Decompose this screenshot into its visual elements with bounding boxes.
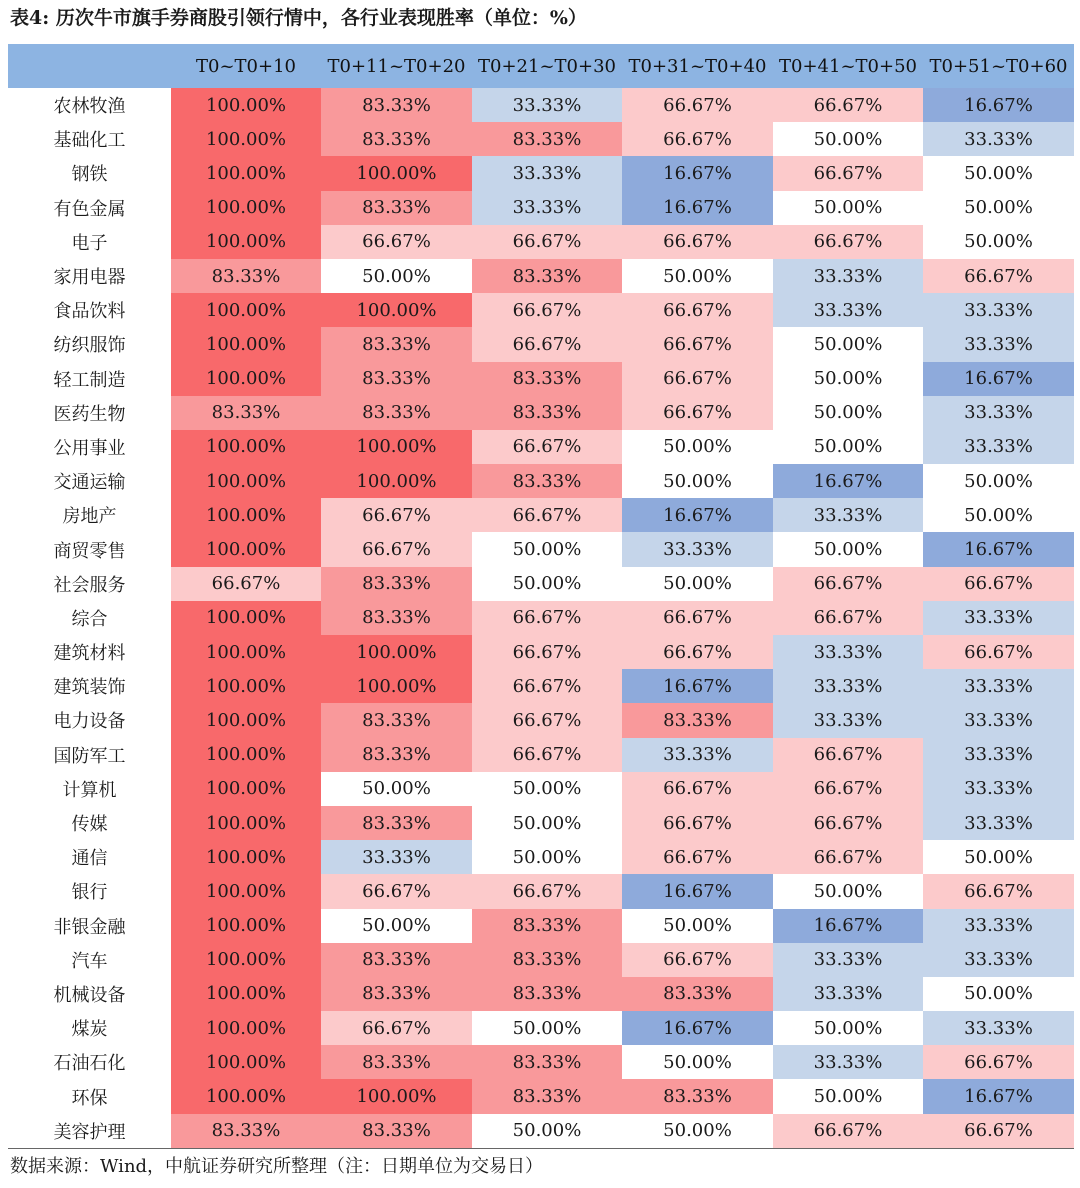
industry-label: 商贸零售 <box>8 532 171 566</box>
win-rate-cell: 66.67% <box>321 532 472 566</box>
win-rate-cell: 83.33% <box>622 703 773 737</box>
win-rate-cell: 100.00% <box>321 635 472 669</box>
win-rate-cell: 50.00% <box>773 1011 923 1045</box>
win-rate-cell: 33.33% <box>773 259 923 293</box>
win-rate-cell: 66.67% <box>773 88 923 122</box>
win-rate-cell: 66.67% <box>773 567 923 601</box>
table-row <box>8 532 1074 566</box>
win-rate-cell: 83.33% <box>321 88 472 122</box>
win-rate-cell: 66.67% <box>773 1114 923 1149</box>
win-rate-cell: 66.67% <box>321 225 472 259</box>
win-rate-cell: 33.33% <box>472 191 622 225</box>
industry-label: 家用电器 <box>8 259 171 293</box>
win-rate-cell: 50.00% <box>923 498 1074 532</box>
table-row <box>8 874 1074 908</box>
win-rate-cell: 100.00% <box>171 840 321 874</box>
win-rate-cell: 16.67% <box>622 1011 773 1045</box>
win-rate-cell: 50.00% <box>472 806 622 840</box>
table-row <box>8 635 1074 669</box>
industry-label: 建筑材料 <box>8 635 171 669</box>
industry-label: 计算机 <box>8 772 171 806</box>
table-row <box>8 225 1074 259</box>
win-rate-cell: 100.00% <box>171 498 321 532</box>
industry-label: 石油石化 <box>8 1045 171 1079</box>
win-rate-cell: 66.67% <box>321 874 472 908</box>
industry-label: 综合 <box>8 601 171 635</box>
win-rate-cell: 100.00% <box>321 293 472 327</box>
win-rate-cell: 50.00% <box>773 532 923 566</box>
win-rate-cell: 83.33% <box>321 191 472 225</box>
win-rate-cell: 33.33% <box>773 293 923 327</box>
win-rate-cell: 83.33% <box>321 362 472 396</box>
industry-label: 煤炭 <box>8 1011 171 1045</box>
win-rate-cell: 100.00% <box>171 977 321 1011</box>
win-rate-cell: 50.00% <box>622 430 773 464</box>
win-rate-cell: 66.67% <box>773 806 923 840</box>
table-row <box>8 259 1074 293</box>
win-rate-cell: 33.33% <box>923 122 1074 156</box>
win-rate-cell: 50.00% <box>923 225 1074 259</box>
win-rate-cell: 16.67% <box>622 498 773 532</box>
win-rate-cell: 66.67% <box>622 88 773 122</box>
win-rate-cell: 66.67% <box>622 806 773 840</box>
win-rate-cell: 50.00% <box>923 840 1074 874</box>
table-row <box>8 567 1074 601</box>
table-row <box>8 362 1074 396</box>
table-row <box>8 191 1074 225</box>
win-rate-cell: 100.00% <box>171 191 321 225</box>
win-rate-cell: 66.67% <box>472 669 622 703</box>
win-rate-cell: 83.33% <box>321 567 472 601</box>
win-rate-cell: 83.33% <box>622 977 773 1011</box>
win-rate-cell: 50.00% <box>622 909 773 943</box>
industry-label: 交通运输 <box>8 464 171 498</box>
win-rate-cell: 33.33% <box>622 532 773 566</box>
win-rate-cell: 83.33% <box>321 1045 472 1079</box>
industry-label: 基础化工 <box>8 122 171 156</box>
win-rate-cell: 100.00% <box>171 88 321 122</box>
win-rate-cell: 33.33% <box>773 635 923 669</box>
win-rate-cell: 50.00% <box>773 430 923 464</box>
win-rate-cell: 66.67% <box>622 943 773 977</box>
win-rate-table <box>8 44 1074 1149</box>
industry-label: 机械设备 <box>8 977 171 1011</box>
win-rate-cell: 50.00% <box>773 327 923 361</box>
win-rate-cell: 66.67% <box>923 1045 1074 1079</box>
win-rate-cell: 100.00% <box>171 943 321 977</box>
industry-label: 钢铁 <box>8 156 171 190</box>
win-rate-cell: 66.67% <box>472 874 622 908</box>
industry-label: 轻工制造 <box>8 362 171 396</box>
industry-label: 公用事业 <box>8 430 171 464</box>
win-rate-cell: 83.33% <box>472 362 622 396</box>
table-row <box>8 88 1074 122</box>
table-row <box>8 909 1074 943</box>
win-rate-cell: 66.67% <box>472 703 622 737</box>
win-rate-cell: 50.00% <box>773 874 923 908</box>
win-rate-cell: 100.00% <box>171 669 321 703</box>
win-rate-cell: 66.67% <box>472 498 622 532</box>
win-rate-cell: 66.67% <box>622 840 773 874</box>
win-rate-cell: 66.67% <box>472 327 622 361</box>
win-rate-cell: 83.33% <box>472 943 622 977</box>
industry-label: 建筑装饰 <box>8 669 171 703</box>
win-rate-cell: 100.00% <box>171 293 321 327</box>
win-rate-cell: 66.67% <box>321 498 472 532</box>
win-rate-cell: 100.00% <box>171 874 321 908</box>
win-rate-cell: 66.67% <box>622 772 773 806</box>
win-rate-cell: 66.67% <box>773 156 923 190</box>
industry-label: 非银金融 <box>8 909 171 943</box>
win-rate-cell: 66.67% <box>622 293 773 327</box>
win-rate-table-container <box>8 44 1074 1149</box>
win-rate-cell: 33.33% <box>773 498 923 532</box>
win-rate-cell: 83.33% <box>321 601 472 635</box>
win-rate-cell: 66.67% <box>472 738 622 772</box>
table-row <box>8 156 1074 190</box>
win-rate-cell: 33.33% <box>923 806 1074 840</box>
table-row <box>8 293 1074 327</box>
win-rate-cell: 100.00% <box>171 703 321 737</box>
industry-label: 有色金属 <box>8 191 171 225</box>
header-period: T0+31~T0+40 <box>622 44 773 88</box>
header-period: T0~T0+10 <box>171 44 321 88</box>
win-rate-cell: 100.00% <box>171 430 321 464</box>
win-rate-cell: 100.00% <box>171 772 321 806</box>
win-rate-cell: 33.33% <box>923 430 1074 464</box>
win-rate-cell: 66.67% <box>622 396 773 430</box>
win-rate-cell: 66.67% <box>773 601 923 635</box>
win-rate-cell: 100.00% <box>171 156 321 190</box>
industry-label: 纺织服饰 <box>8 327 171 361</box>
win-rate-cell: 83.33% <box>321 977 472 1011</box>
win-rate-cell: 100.00% <box>321 669 472 703</box>
table-row <box>8 396 1074 430</box>
win-rate-cell: 33.33% <box>773 943 923 977</box>
win-rate-cell: 33.33% <box>923 1011 1074 1045</box>
header-period: T0+41~T0+50 <box>773 44 923 88</box>
table-row <box>8 327 1074 361</box>
table-title: 表4: 历次牛市旗手券商股引领行情中，各行业表现胜率（单位：%） <box>10 7 587 29</box>
win-rate-cell: 100.00% <box>171 806 321 840</box>
win-rate-cell: 33.33% <box>321 840 472 874</box>
win-rate-cell: 16.67% <box>622 874 773 908</box>
win-rate-cell: 16.67% <box>622 156 773 190</box>
win-rate-cell: 100.00% <box>171 327 321 361</box>
win-rate-cell: 33.33% <box>622 738 773 772</box>
table-row <box>8 1079 1074 1113</box>
table-row <box>8 669 1074 703</box>
win-rate-cell: 33.33% <box>773 1045 923 1079</box>
win-rate-cell: 33.33% <box>923 738 1074 772</box>
win-rate-cell: 33.33% <box>923 396 1074 430</box>
win-rate-cell: 66.67% <box>622 225 773 259</box>
industry-label: 房地产 <box>8 498 171 532</box>
win-rate-cell: 50.00% <box>472 840 622 874</box>
win-rate-cell: 100.00% <box>321 464 472 498</box>
win-rate-cell: 66.67% <box>923 259 1074 293</box>
table-row <box>8 703 1074 737</box>
win-rate-cell: 83.33% <box>321 396 472 430</box>
win-rate-cell: 50.00% <box>472 772 622 806</box>
table-row <box>8 122 1074 156</box>
header-row <box>8 44 1074 88</box>
win-rate-cell: 50.00% <box>321 259 472 293</box>
win-rate-cell: 50.00% <box>773 396 923 430</box>
table-row <box>8 977 1074 1011</box>
win-rate-cell: 33.33% <box>472 156 622 190</box>
win-rate-cell: 66.67% <box>472 225 622 259</box>
table-row <box>8 1011 1074 1045</box>
industry-label: 电子 <box>8 225 171 259</box>
table-row <box>8 1114 1074 1149</box>
win-rate-cell: 16.67% <box>923 1079 1074 1113</box>
win-rate-cell: 33.33% <box>923 601 1074 635</box>
win-rate-cell: 33.33% <box>923 669 1074 703</box>
win-rate-cell: 66.67% <box>923 635 1074 669</box>
win-rate-cell: 100.00% <box>171 635 321 669</box>
win-rate-cell: 66.67% <box>472 635 622 669</box>
win-rate-cell: 66.67% <box>622 601 773 635</box>
win-rate-cell: 50.00% <box>472 1114 622 1149</box>
win-rate-cell: 33.33% <box>923 943 1074 977</box>
win-rate-cell: 16.67% <box>773 464 923 498</box>
win-rate-cell: 83.33% <box>622 1079 773 1113</box>
win-rate-cell: 33.33% <box>773 703 923 737</box>
win-rate-cell: 33.33% <box>923 772 1074 806</box>
win-rate-cell: 66.67% <box>773 772 923 806</box>
industry-label: 电力设备 <box>8 703 171 737</box>
header-period: T0+51~T0+60 <box>923 44 1074 88</box>
win-rate-cell: 50.00% <box>472 532 622 566</box>
win-rate-cell: 83.33% <box>321 327 472 361</box>
win-rate-cell: 100.00% <box>171 909 321 943</box>
win-rate-cell: 50.00% <box>923 977 1074 1011</box>
win-rate-cell: 100.00% <box>171 122 321 156</box>
win-rate-cell: 83.33% <box>321 806 472 840</box>
win-rate-cell: 50.00% <box>472 1011 622 1045</box>
industry-label: 国防军工 <box>8 738 171 772</box>
win-rate-cell: 50.00% <box>773 362 923 396</box>
win-rate-cell: 66.67% <box>472 293 622 327</box>
industry-label: 传媒 <box>8 806 171 840</box>
win-rate-cell: 100.00% <box>171 1045 321 1079</box>
table-row <box>8 498 1074 532</box>
table-row <box>8 601 1074 635</box>
table-row <box>8 1045 1074 1079</box>
win-rate-cell: 83.33% <box>472 1045 622 1079</box>
industry-label: 美容护理 <box>8 1114 171 1149</box>
win-rate-cell: 50.00% <box>622 464 773 498</box>
win-rate-cell: 100.00% <box>171 738 321 772</box>
table-row <box>8 738 1074 772</box>
win-rate-cell: 66.67% <box>923 874 1074 908</box>
win-rate-cell: 100.00% <box>321 1079 472 1113</box>
win-rate-cell: 66.67% <box>171 567 321 601</box>
win-rate-cell: 66.67% <box>773 738 923 772</box>
industry-label: 环保 <box>8 1079 171 1113</box>
win-rate-cell: 50.00% <box>321 909 472 943</box>
win-rate-cell: 33.33% <box>923 703 1074 737</box>
industry-label: 农林牧渔 <box>8 88 171 122</box>
win-rate-cell: 16.67% <box>923 532 1074 566</box>
win-rate-cell: 83.33% <box>321 1114 472 1149</box>
win-rate-cell: 100.00% <box>171 225 321 259</box>
industry-label: 汽车 <box>8 943 171 977</box>
industry-label: 食品饮料 <box>8 293 171 327</box>
header-period: T0+11~T0+20 <box>321 44 472 88</box>
win-rate-cell: 66.67% <box>923 1114 1074 1149</box>
win-rate-cell: 83.33% <box>472 259 622 293</box>
win-rate-cell: 83.33% <box>472 909 622 943</box>
win-rate-cell: 50.00% <box>622 1045 773 1079</box>
win-rate-cell: 100.00% <box>171 464 321 498</box>
win-rate-cell: 33.33% <box>923 293 1074 327</box>
win-rate-cell: 66.67% <box>773 225 923 259</box>
win-rate-cell: 83.33% <box>321 703 472 737</box>
win-rate-cell: 33.33% <box>773 977 923 1011</box>
win-rate-cell: 33.33% <box>472 88 622 122</box>
win-rate-cell: 16.67% <box>773 909 923 943</box>
win-rate-cell: 66.67% <box>622 362 773 396</box>
win-rate-cell: 16.67% <box>923 362 1074 396</box>
win-rate-cell: 83.33% <box>321 122 472 156</box>
win-rate-cell: 50.00% <box>622 567 773 601</box>
win-rate-cell: 50.00% <box>923 464 1074 498</box>
win-rate-cell: 33.33% <box>923 327 1074 361</box>
win-rate-cell: 83.33% <box>472 396 622 430</box>
win-rate-cell: 100.00% <box>321 430 472 464</box>
win-rate-cell: 100.00% <box>171 601 321 635</box>
win-rate-cell: 83.33% <box>472 977 622 1011</box>
win-rate-cell: 66.67% <box>321 1011 472 1045</box>
table-row <box>8 464 1074 498</box>
win-rate-cell: 16.67% <box>923 88 1074 122</box>
win-rate-cell: 66.67% <box>622 122 773 156</box>
win-rate-cell: 66.67% <box>923 567 1074 601</box>
win-rate-cell: 50.00% <box>622 259 773 293</box>
win-rate-cell: 66.67% <box>773 840 923 874</box>
win-rate-cell: 50.00% <box>321 772 472 806</box>
table-body <box>8 88 1074 1148</box>
win-rate-cell: 66.67% <box>622 635 773 669</box>
industry-label: 银行 <box>8 874 171 908</box>
win-rate-cell: 83.33% <box>321 943 472 977</box>
win-rate-cell: 83.33% <box>171 396 321 430</box>
table-row <box>8 430 1074 464</box>
win-rate-cell: 50.00% <box>923 191 1074 225</box>
win-rate-cell: 50.00% <box>923 156 1074 190</box>
win-rate-cell: 83.33% <box>171 1114 321 1149</box>
table-row <box>8 840 1074 874</box>
industry-label: 社会服务 <box>8 567 171 601</box>
header-industry <box>8 44 171 88</box>
win-rate-cell: 100.00% <box>171 1079 321 1113</box>
win-rate-cell: 66.67% <box>472 430 622 464</box>
win-rate-cell: 50.00% <box>773 122 923 156</box>
source-note: 数据来源：Wind，中航证券研究所整理（注：日期单位为交易日） <box>10 1156 544 1177</box>
win-rate-cell: 16.67% <box>622 191 773 225</box>
win-rate-cell: 33.33% <box>773 669 923 703</box>
industry-label: 医药生物 <box>8 396 171 430</box>
win-rate-cell: 83.33% <box>472 464 622 498</box>
header-period: T0+21~T0+30 <box>472 44 622 88</box>
win-rate-cell: 83.33% <box>472 122 622 156</box>
win-rate-cell: 83.33% <box>321 738 472 772</box>
win-rate-cell: 50.00% <box>773 191 923 225</box>
win-rate-cell: 66.67% <box>622 327 773 361</box>
win-rate-cell: 100.00% <box>171 1011 321 1045</box>
win-rate-cell: 16.67% <box>622 669 773 703</box>
table-row <box>8 772 1074 806</box>
industry-label: 通信 <box>8 840 171 874</box>
win-rate-cell: 33.33% <box>923 909 1074 943</box>
win-rate-cell: 100.00% <box>321 156 472 190</box>
win-rate-cell: 50.00% <box>773 1079 923 1113</box>
win-rate-cell: 83.33% <box>171 259 321 293</box>
win-rate-cell: 100.00% <box>171 532 321 566</box>
win-rate-cell: 50.00% <box>472 567 622 601</box>
win-rate-cell: 83.33% <box>472 1079 622 1113</box>
win-rate-cell: 100.00% <box>171 362 321 396</box>
win-rate-cell: 50.00% <box>622 1114 773 1149</box>
table-row <box>8 943 1074 977</box>
table-row <box>8 806 1074 840</box>
win-rate-cell: 66.67% <box>472 601 622 635</box>
